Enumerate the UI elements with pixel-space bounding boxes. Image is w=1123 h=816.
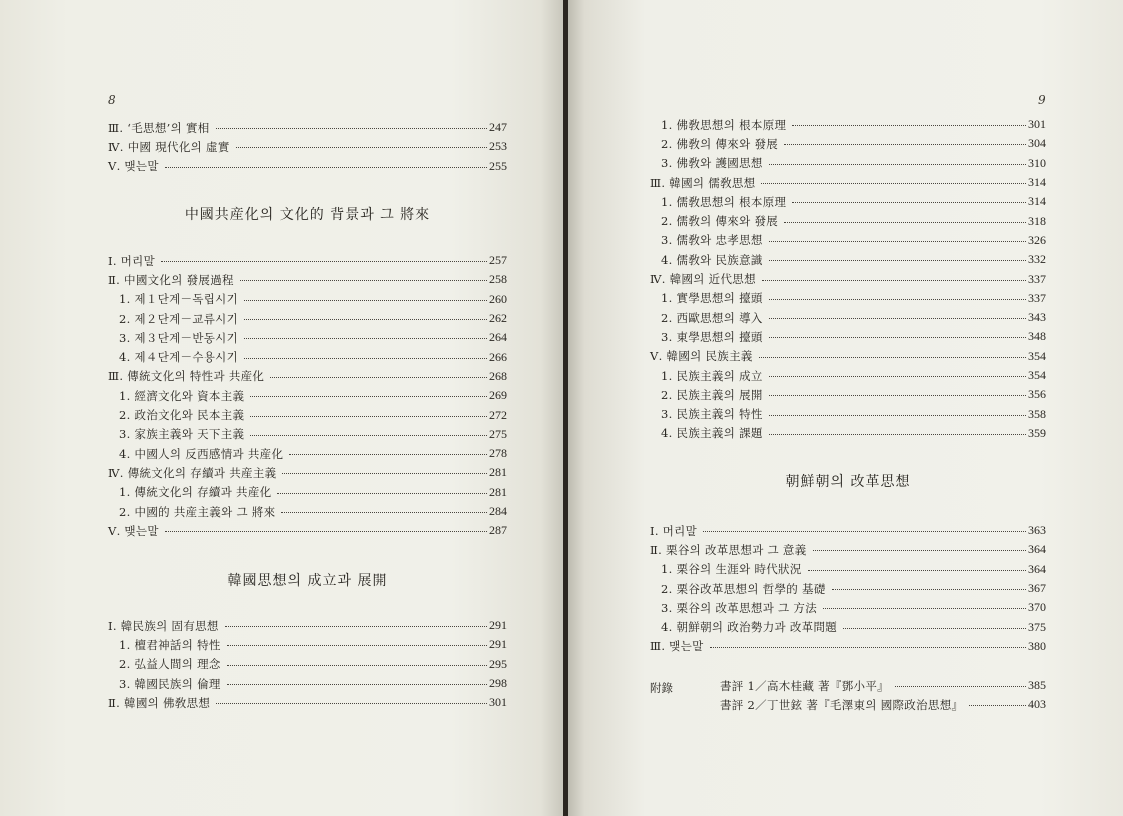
dot-leader [710, 647, 1026, 648]
toc-entry-page: 262 [489, 311, 507, 326]
toc-entry [650, 250, 1046, 269]
toc-entry [650, 192, 1046, 211]
toc-list-appendix [650, 676, 1046, 715]
toc-entry-label: 2. 中國的 共産主義와 그 將來 [119, 504, 276, 519]
appendix-prefix: 附錄 [650, 681, 673, 695]
toc-entry [650, 540, 1046, 559]
section-title: 朝鮮朝의 改革思想 [785, 474, 911, 490]
toc-entry-page: 253 [489, 139, 507, 154]
toc-entry-page: 348 [1028, 329, 1046, 344]
dot-leader [165, 531, 487, 532]
toc-entry-page: 269 [489, 388, 507, 403]
toc-entry [108, 251, 507, 270]
toc-entry-page: 301 [489, 695, 507, 710]
toc-entry-page: 255 [489, 158, 507, 173]
dot-leader [769, 241, 1026, 242]
toc-entry-label: Ⅰ. 머리말 [650, 523, 697, 538]
toc-entry-label: 1. 實學思想의 擡頭 [661, 291, 763, 306]
toc-entry [108, 655, 507, 674]
toc-entry [108, 386, 507, 405]
dot-leader [244, 300, 487, 301]
toc-entry [108, 425, 507, 444]
dot-leader [216, 703, 487, 704]
toc-entry-page: 304 [1028, 136, 1046, 151]
dot-leader [227, 684, 487, 685]
toc-entry-label: Ⅰ. 韓民族의 固有思想 [108, 618, 219, 633]
toc-entry-page: 298 [489, 676, 507, 691]
toc-entry-page: 363 [1028, 523, 1046, 538]
toc-entry-label: 1. 佛敎思想의 根本原理 [661, 117, 787, 132]
toc-entry [650, 385, 1046, 404]
toc-entry-label: 3. 家族主義와 天下主義 [119, 427, 245, 442]
toc-entry-page: 354 [1028, 348, 1046, 363]
toc-entry-page: 281 [489, 465, 507, 480]
toc-entry-label: Ⅰ. 머리말 [108, 253, 155, 268]
dot-leader [216, 128, 487, 129]
dot-leader [250, 396, 487, 397]
dot-leader [769, 337, 1026, 338]
toc-entry [650, 676, 1046, 695]
toc-entry [650, 269, 1046, 288]
dot-leader [244, 358, 487, 359]
toc-entry-label: 2. 제２단계－교류시기 [119, 311, 238, 326]
toc-entry [650, 424, 1046, 443]
toc-entry-page: 326 [1028, 232, 1046, 247]
toc-entry-page: 318 [1028, 213, 1046, 228]
toc-entry-label: Ⅱ. 中國文化의 發展過程 [108, 272, 234, 287]
toc-entry-label: 4. 民族主義의 課題 [661, 426, 763, 441]
dot-leader [161, 261, 487, 262]
toc-entry-label: Ⅲ. 傳統文化의 特性과 共産化 [108, 369, 265, 384]
dot-leader [769, 260, 1026, 261]
dot-leader [769, 299, 1026, 300]
toc-entry-page: 268 [489, 368, 507, 383]
dot-leader [823, 608, 1026, 609]
dot-leader [244, 338, 487, 339]
toc-entry [108, 483, 507, 502]
toc-entry-label: 4. 中國人의 反西感情과 共産化 [119, 446, 284, 461]
toc-entry-label: 1. 栗谷의 生涯와 時代狀況 [661, 562, 802, 577]
toc-entry-page: 295 [489, 656, 507, 671]
toc-entry-label: 2. 民族主義의 展開 [661, 387, 763, 402]
toc-entry-page: 364 [1028, 542, 1046, 557]
toc-entry-page: 264 [489, 330, 507, 345]
dot-leader [250, 435, 487, 436]
toc-entry [108, 616, 507, 635]
toc-entry-label: 2. 栗谷改革思想의 哲學的 基礎 [661, 581, 826, 596]
toc-entry [108, 270, 507, 289]
toc-entry-label: 3. 儒敎와 忠孝思想 [661, 233, 763, 248]
toc-entry-label: 4. 제４단계－수용시기 [119, 350, 238, 365]
toc-entry-page: 367 [1028, 581, 1046, 596]
toc-entry-page: 278 [489, 446, 507, 461]
toc-entry-page: 310 [1028, 155, 1046, 170]
toc-entry-page: 358 [1028, 406, 1046, 421]
toc-entry-label: 3. 佛敎와 護國思想 [661, 156, 763, 171]
toc-entry-page: 385 [1028, 678, 1046, 693]
dot-leader [250, 416, 487, 417]
toc-entry-label: 1. 民族主義의 成立 [661, 368, 763, 383]
toc-entry-label: 3. 民族主義의 特性 [661, 407, 763, 422]
toc-entry-page: 343 [1028, 310, 1046, 325]
toc-entry [650, 289, 1046, 308]
dot-leader [784, 144, 1026, 145]
toc-entry-page: 291 [489, 637, 507, 652]
toc-entry [108, 309, 507, 328]
toc-entry [650, 695, 1046, 714]
toc-list-top [108, 118, 507, 176]
section-title: 中國共産化의 文化的 背景과 그 將來 [184, 207, 431, 223]
dot-leader [792, 202, 1026, 203]
toc-entry-page: 356 [1028, 387, 1046, 402]
toc-entry [108, 521, 507, 540]
dot-leader [227, 665, 487, 666]
toc-entry-label: 2. 政治文化와 民本主義 [119, 408, 245, 423]
toc-entry-label: 4. 儒敎와 民族意識 [661, 252, 763, 267]
toc-entry [650, 347, 1046, 366]
toc-entry-label: Ⅲ. 韓國의 儒敎思想 [650, 175, 756, 190]
toc-entry-page: 359 [1028, 425, 1046, 440]
toc-entry [108, 674, 507, 693]
dot-leader [843, 628, 1026, 629]
dot-leader [761, 183, 1026, 184]
page-number: 9 [1038, 93, 1046, 107]
dot-leader [289, 454, 487, 455]
dot-leader [759, 357, 1026, 358]
toc-entry-label: Ⅲ. 맺는말 [650, 639, 704, 654]
toc-entry-page: 301 [1028, 117, 1046, 132]
toc-entry-page: 364 [1028, 561, 1046, 576]
toc-entry [650, 115, 1046, 134]
page-number: 8 [108, 93, 116, 107]
toc-entry [650, 521, 1046, 540]
toc-entry [108, 290, 507, 309]
toc-entry [108, 693, 507, 712]
toc-entry-label: 3. 東學思想의 擡頭 [661, 329, 763, 344]
dot-leader [769, 376, 1026, 377]
dot-leader [769, 434, 1026, 435]
toc-entry-label: 3. 栗谷의 改革思想과 그 方法 [661, 600, 818, 615]
toc-entry-label: 書評 2／丁世鉉 著『毛澤東의 國際政治思想』 [720, 697, 964, 712]
dot-leader [236, 147, 487, 148]
toc-entry-label: Ⅴ. 韓國의 民族主義 [650, 349, 753, 364]
toc-entry-page: 281 [489, 484, 507, 499]
toc-entry [108, 118, 507, 137]
toc-entry-label: Ⅱ. 韓國의 佛敎思想 [108, 695, 211, 710]
dot-leader [792, 125, 1026, 126]
toc-entry-label: Ⅳ. 傳統文化의 存續과 共産主義 [108, 465, 277, 480]
dot-leader [895, 686, 1026, 687]
toc-entry-label: 2. 儒敎의 傳來와 發展 [661, 214, 779, 229]
toc-entry [650, 231, 1046, 250]
toc-entry-label: Ⅲ. ‘毛思想’의 實相 [108, 120, 210, 135]
dot-leader [165, 167, 487, 168]
toc-entry-label: 1. 傳統文化의 存續과 共産化 [119, 485, 272, 500]
dot-leader [813, 550, 1026, 551]
dot-leader [769, 395, 1026, 396]
toc-entry-page: 287 [489, 523, 507, 538]
toc-entry-page: 370 [1028, 600, 1046, 615]
toc-entry [650, 134, 1046, 153]
toc-entry-label: 4. 朝鮮朝의 政治勢力과 改革問題 [661, 620, 838, 635]
toc-entry-page: 337 [1028, 271, 1046, 286]
toc-entry-label: Ⅳ. 韓國의 近代思想 [650, 272, 756, 287]
toc-entry [108, 444, 507, 463]
toc-entry-page: 375 [1028, 619, 1046, 634]
toc-entry [650, 366, 1046, 385]
toc-entry-label: Ⅱ. 栗谷의 改革思想과 그 意義 [650, 542, 807, 557]
toc-entry-page: 337 [1028, 290, 1046, 305]
toc-entry-label: 1. 儒敎思想의 根本原理 [661, 194, 787, 209]
toc-entry [650, 154, 1046, 173]
toc-entry-page: 354 [1028, 368, 1046, 382]
dot-leader [703, 531, 1026, 532]
dot-leader [240, 280, 487, 281]
toc-entry-label: Ⅴ. 맺는말 [108, 523, 159, 538]
toc-entry-page: 284 [489, 504, 507, 518]
toc-entry-page: 258 [489, 272, 507, 287]
toc-entry-label: 1. 檀君神話의 特性 [119, 637, 221, 652]
toc-entry-page: 260 [489, 291, 507, 306]
toc-entry-label: 1. 經濟文化와 資本主義 [119, 388, 245, 403]
toc-entry-page: 314 [1028, 175, 1046, 190]
toc-entry-page: 266 [489, 349, 507, 364]
dot-leader [225, 626, 487, 627]
toc-entry [108, 328, 507, 347]
section-title: 韓國思想의 成立과 展開 [227, 573, 388, 589]
toc-entry [108, 635, 507, 654]
toc-entry [108, 502, 507, 521]
toc-entry-page: 314 [1028, 194, 1046, 209]
dot-leader [769, 415, 1026, 416]
toc-entry-page: 275 [489, 426, 507, 441]
dot-leader [762, 280, 1026, 281]
toc-entry-label: 2. 佛敎의 傳來와 發展 [661, 136, 779, 151]
toc-entry [650, 308, 1046, 327]
toc-entry [650, 579, 1046, 598]
dot-leader [244, 319, 487, 320]
toc-entry [650, 560, 1046, 579]
toc-entry-label: 3. 韓國民族의 倫理 [119, 676, 221, 691]
toc-entry-page: 257 [489, 253, 507, 268]
toc-entry [650, 211, 1046, 230]
toc-entry-label: 2. 弘益人間의 理念 [119, 657, 221, 672]
toc-entry-label: 3. 제３단계－반동시기 [119, 330, 238, 345]
toc-entry-label: 1. 제１단계－독립시기 [119, 292, 238, 307]
toc-entry-page: 332 [1028, 252, 1046, 267]
dot-leader [227, 645, 487, 646]
toc-entry [650, 617, 1046, 636]
toc-list-section3 [650, 521, 1046, 656]
toc-entry [650, 404, 1046, 423]
toc-entry-page: 380 [1028, 638, 1046, 653]
dot-leader [281, 512, 487, 513]
toc-entry-page: 291 [489, 618, 507, 633]
toc-entry-page: 247 [489, 120, 507, 135]
dot-leader [808, 570, 1026, 571]
toc-list-section2 [108, 616, 507, 712]
dot-leader [969, 705, 1026, 706]
toc-entry [650, 637, 1046, 656]
toc-entry-page: 403 [1028, 697, 1046, 712]
dot-leader [270, 377, 487, 378]
toc-entry [650, 173, 1046, 192]
dot-leader [769, 318, 1026, 319]
toc-entry-label: 書評 1／高木桂藏 著『鄧小平』 [720, 678, 889, 693]
toc-entry [108, 405, 507, 424]
toc-list-top [650, 115, 1046, 443]
dot-leader [784, 222, 1026, 223]
toc-entry-label: Ⅳ. 中國 現代化의 虛實 [108, 139, 230, 154]
toc-entry-label: Ⅴ. 맺는말 [108, 159, 159, 174]
dot-leader [277, 493, 487, 494]
toc-entry [108, 347, 507, 366]
toc-entry [108, 463, 507, 482]
toc-entry [108, 367, 507, 386]
dot-leader [832, 589, 1026, 590]
toc-entry [650, 327, 1046, 346]
toc-entry [108, 137, 507, 156]
toc-list-section1 [108, 251, 507, 540]
toc-entry-page: 272 [489, 407, 507, 422]
toc-entry [650, 598, 1046, 617]
toc-entry [108, 157, 507, 176]
right-page [568, 0, 1123, 816]
dot-leader [282, 473, 487, 474]
toc-entry-label: 2. 西歐思想의 導入 [661, 310, 763, 325]
dot-leader [769, 164, 1026, 165]
